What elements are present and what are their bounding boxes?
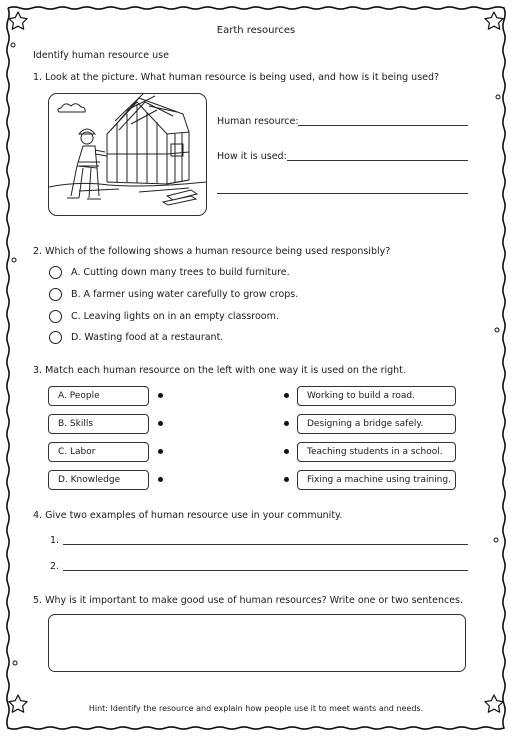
how-used-label: How it is used:: [217, 151, 287, 162]
match-left-b: B. Skills: [48, 414, 149, 434]
match-dot-right[interactable]: [284, 449, 289, 454]
match-right-2: Designing a bridge safely.: [297, 414, 456, 434]
question-5-answer-box[interactable]: [48, 614, 466, 672]
match-dot-left[interactable]: [158, 393, 163, 398]
dot-ornament: [494, 538, 498, 542]
option-label: C. Leaving lights on in an empty classroom.: [71, 310, 279, 322]
question-4-prompt: 4. Give two examples of human resource use in your community.: [33, 510, 343, 521]
option-a[interactable]: [49, 264, 290, 280]
how-used-answer-line[interactable]: [287, 160, 468, 161]
match-dot-left[interactable]: [158, 477, 163, 482]
option-label: B. A farmer using water carefully to grow crops.: [71, 288, 299, 300]
page-title: Earth resources: [216, 25, 296, 36]
question-2-prompt: 2. Which of the following shows a human resource being used responsibly?: [33, 246, 391, 257]
example-1-answer-line[interactable]: [63, 544, 468, 545]
human-resource-answer-line[interactable]: [298, 125, 468, 126]
match-left-a: A. People: [48, 386, 149, 406]
match-dot-right[interactable]: [284, 393, 289, 398]
option-label: A. Cutting down many trees to build furniture.: [71, 266, 290, 278]
match-dot-left[interactable]: [158, 421, 163, 426]
match-dot-right[interactable]: [284, 477, 289, 482]
dot-ornament: [496, 95, 500, 99]
dot-ornament: [13, 661, 17, 665]
option-label: D. Wasting food at a restaurant.: [71, 331, 224, 343]
question-5-prompt: 5. Why is it important to make good use of human resources? Write one or two sentences.: [33, 595, 464, 606]
option-b[interactable]: [49, 286, 298, 302]
example-2-answer-line[interactable]: [63, 570, 468, 571]
page-subtitle: Identify human resource use: [33, 50, 169, 61]
human-resource-label: Human resource:: [217, 116, 299, 127]
match-left-c: C. Labor: [48, 442, 149, 462]
radio-circle-icon[interactable]: [49, 310, 62, 323]
dot-ornament: [495, 328, 499, 332]
radio-circle-icon[interactable]: [49, 266, 62, 279]
example-2-label: 2.: [50, 561, 60, 572]
option-d[interactable]: [49, 329, 223, 345]
match-right-3: Teaching students in a school.: [297, 442, 456, 462]
example-1-label: 1.: [50, 535, 60, 546]
dot-ornament: [12, 258, 16, 262]
question-1-prompt: 1. Look at the picture. What human resource is being used, and how is it being used?: [33, 72, 440, 83]
radio-circle-icon[interactable]: [49, 288, 62, 301]
option-c[interactable]: [49, 308, 279, 324]
construction-illustration: [48, 93, 207, 216]
question-3-prompt: 3. Match each human resource on the left with one way it is used on the right.: [33, 365, 406, 376]
match-dot-right[interactable]: [284, 421, 289, 426]
dot-ornament: [11, 43, 15, 47]
radio-circle-icon[interactable]: [49, 331, 62, 344]
match-dot-left[interactable]: [158, 449, 163, 454]
extra-answer-line[interactable]: [217, 193, 468, 194]
hint-text: Hint: Identify the resource and explain how people use it to meet wants and needs.: [88, 704, 424, 713]
match-left-d: D. Knowledge: [48, 470, 149, 490]
match-right-4: Fixing a machine using training.: [297, 470, 456, 490]
match-right-1: Working to build a road.: [297, 386, 456, 406]
